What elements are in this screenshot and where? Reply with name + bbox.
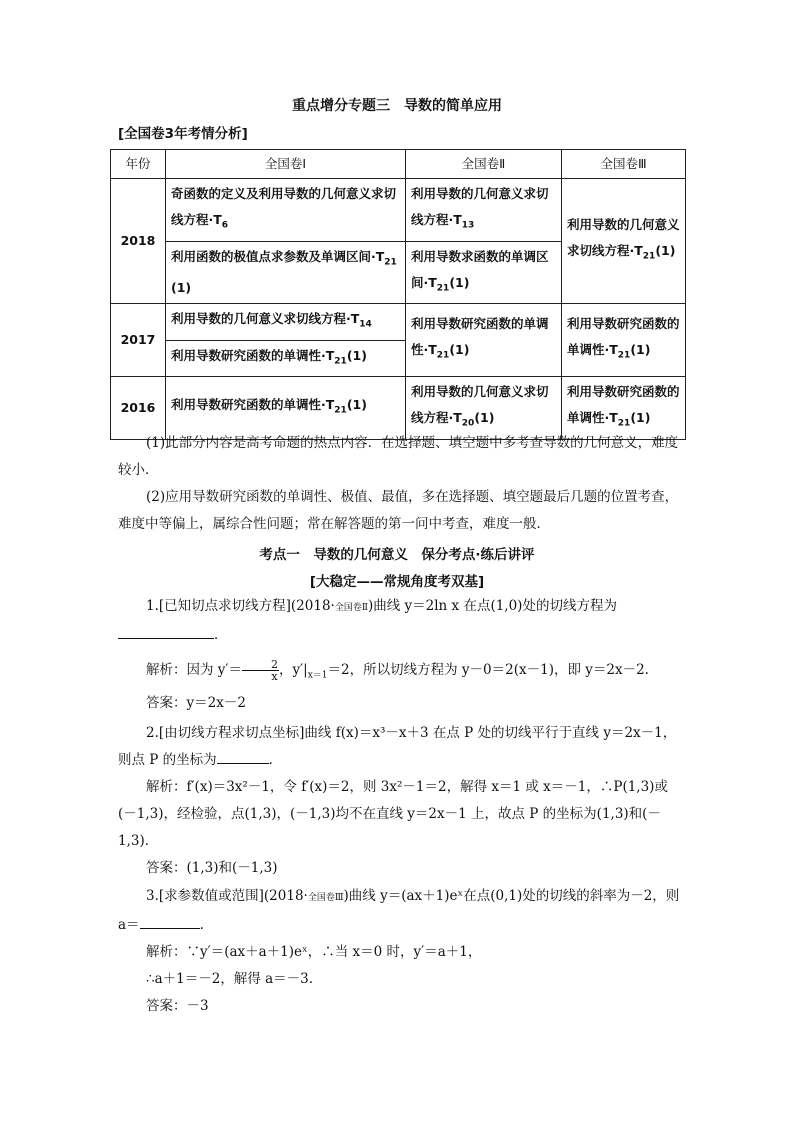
table-cell: 利用导数的几何意义求切线方程$\cdot T_{20}(1)$ bbox=[406, 377, 562, 440]
analysis-notes bbox=[118, 430, 683, 538]
table-cell: 利用导数研究函数的单调性$\cdot T_{21}(1)$ bbox=[166, 340, 406, 377]
table-cell: 利用导数的几何意义求切线方程$\cdot T_{21}(1)$ bbox=[562, 179, 686, 304]
question-1-solution: 解析：因为 y′＝ $\frac{2}{x}$ ，$y'|_{x=1}=2$，所以切线方程为 y－0＝2(x－1)，即 y＝2x－2. bbox=[146, 658, 649, 683]
question-3-answer: 答案：－3 bbox=[146, 998, 209, 1014]
section-heading: 考点一 导数的几何意义 保分考点·练后讲评 bbox=[259, 547, 535, 563]
section-subheading: [大稳定——常规角度考双基] bbox=[309, 574, 485, 590]
question-3 bbox=[118, 883, 683, 1020]
table-cell: 利用导数研究函数的单调性$\cdot T_{21}(1)$ bbox=[562, 304, 686, 377]
table-caption: [全国卷3年考情分析] bbox=[118, 126, 248, 142]
question-3-stem: 3.[求参数值或范围](2018·全国卷Ⅲ)曲线 y＝(ax＋1)eˣ在点(0,1)处的切线的斜率为－2，则 a＝ . bbox=[118, 888, 680, 933]
table-row bbox=[111, 304, 686, 341]
table-row bbox=[111, 179, 686, 242]
question-2-solution: 解析：f′(x)＝3x²－1，令 f′(x)＝2，则 3x²－1＝2，解得 x＝1 或 x＝－1，∴P(1,3)或(－1,3)，经检验，点(1,3)，(－1,3)均不在直线 y＝2x－1 上，故点 P 的坐标为(1,3)和(－1,3)． bbox=[118, 779, 668, 849]
table-cell: 利用导数研究函数的单调性$\cdot T_{21}(1)$ bbox=[166, 377, 406, 440]
year-cell: 2018 bbox=[111, 179, 166, 304]
table-header-row bbox=[111, 150, 686, 179]
analysis-paragraph-1: (1)此部分内容是高考命题的热点内容．在选择题、填空题中多考查导数的几何意义，难度较小． bbox=[118, 435, 679, 478]
table-cell: 利用函数的极值点求参数及单调区间$\cdot T_{21}(1)$ bbox=[166, 241, 406, 304]
table-cell: 利用导数研究函数的单调性$\cdot T_{21}(1)$ bbox=[562, 377, 686, 440]
question-2 bbox=[118, 720, 683, 882]
question-2-answer: 答案：(1,3)和(－1,3) bbox=[146, 860, 278, 876]
question-3-solution-2: ∴a＋1＝－2，解得 a＝－3. bbox=[146, 971, 314, 987]
year-cell: 2016 bbox=[111, 377, 166, 440]
table-cell: 利用导数求函数的单调区间$\cdot T_{21}(1)$ bbox=[406, 241, 562, 304]
answer-blank bbox=[140, 914, 200, 929]
fraction: $\frac{2}{x}$ bbox=[242, 659, 279, 682]
page-title: 重点增分专题三 导数的简单应用 bbox=[292, 98, 502, 114]
question-3-solution-1: 解析：∵y′＝(ax＋a＋1)eˣ，∴当 x＝0 时，y′＝a＋1， bbox=[146, 944, 482, 960]
question-2-stem: 2.[由切线方程求切点坐标]曲线 f(x)＝x³－x＋3 在点 P 处的切线平行于直线 y＝2x－1，则点 P 的坐标为 ． bbox=[118, 725, 677, 768]
exam-source-tag: 全国卷Ⅲ bbox=[307, 893, 344, 903]
question-1-answer: 答案：y＝2x－2 bbox=[146, 694, 246, 711]
analysis-paragraph-2: (2)应用导数研究函数的单调性、极值、最值，多在选择题、填空题最后几题的位置考查，难度中等偏上，属综合性问题；常在解答题的第一问中考查，难度一般． bbox=[118, 489, 679, 532]
header-year: 年份 bbox=[111, 150, 166, 179]
table-cell: 利用导数的几何意义求切线方程$\cdot T_{14}$ bbox=[166, 304, 406, 341]
answer-blank bbox=[217, 749, 269, 764]
header-national-1: 全国卷Ⅰ bbox=[166, 150, 406, 179]
header-national-2: 全国卷Ⅱ bbox=[406, 150, 562, 179]
question-1 bbox=[118, 593, 683, 717]
table-cell: 奇函数的定义及利用导数的几何意义求切线方程$\cdot T_6$ bbox=[166, 179, 406, 242]
header-national-3: 全国卷Ⅲ bbox=[562, 150, 686, 179]
exam-source-tag: 全国卷Ⅱ bbox=[334, 603, 368, 613]
question-1-stem: 1.[已知切点求切线方程](2018·全国卷Ⅱ)曲线 y＝2ln x 在点(1,0)处的切线方程为 ． bbox=[118, 593, 683, 649]
exam-analysis-table bbox=[110, 149, 686, 440]
table-cell: 利用导数的几何意义求切线方程$\cdot T_{13}$ bbox=[406, 179, 562, 242]
answer-blank bbox=[118, 624, 214, 639]
year-cell: 2017 bbox=[111, 304, 166, 377]
table-cell: 利用导数研究函数的单调性$\cdot T_{21}(1)$ bbox=[406, 304, 562, 377]
